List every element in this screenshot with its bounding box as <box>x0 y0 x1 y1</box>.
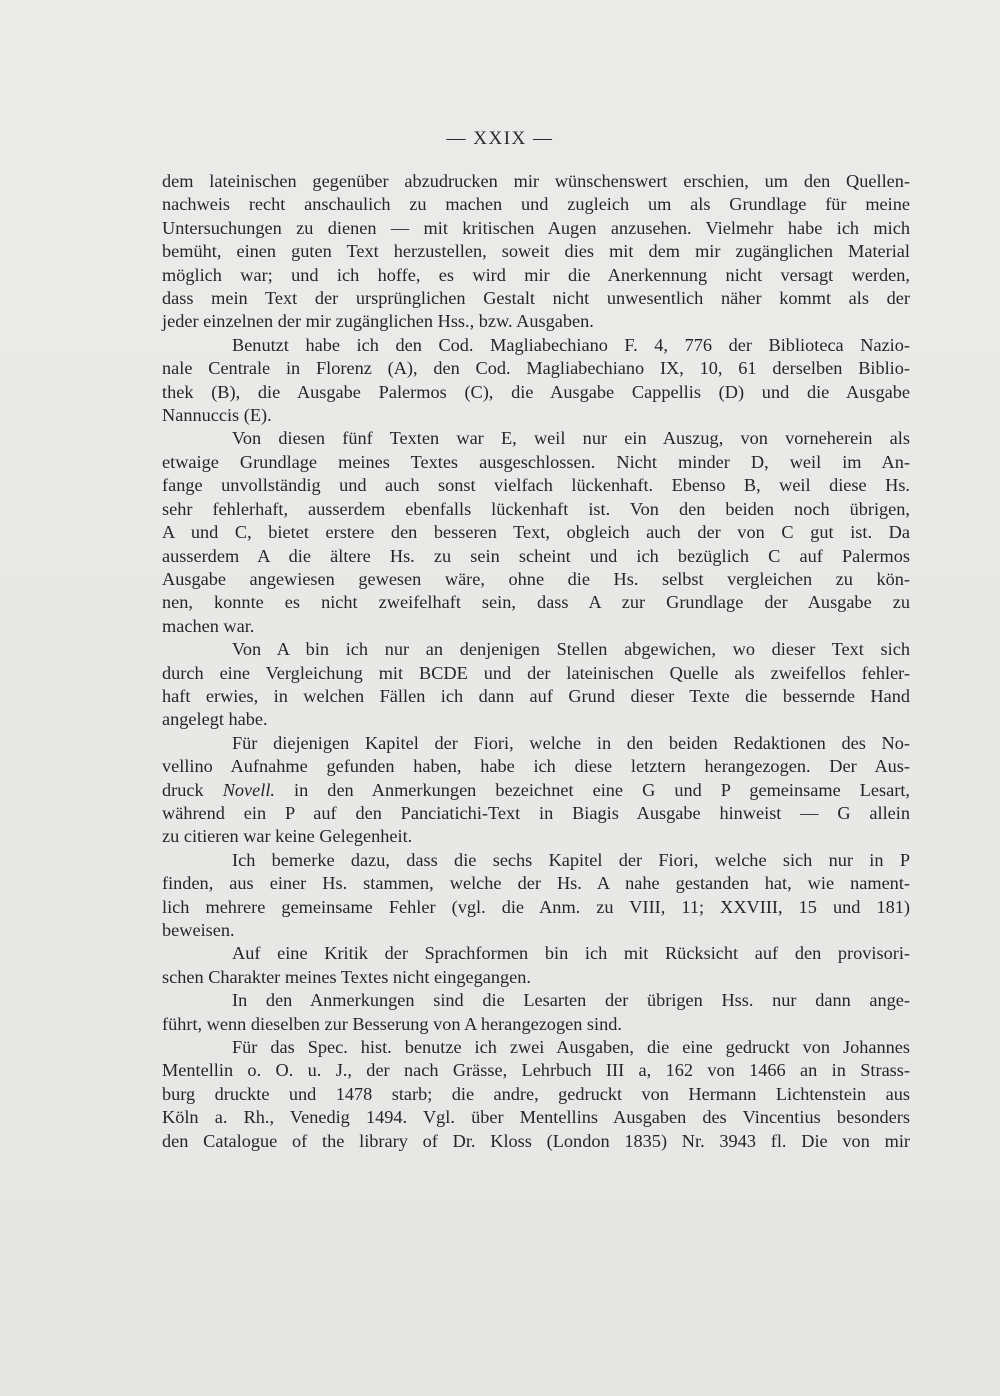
text-line: Von A bin ich nur an denjenigen Stellen abgewichen, wo dieser Text sich <box>232 639 910 660</box>
text-line: den Catalogue of the library of Dr. Kloss (London 1835) Nr. 3943 fl. Die von mir <box>162 1130 910 1151</box>
text-line: haft erwies, in welchen Fällen ich dann auf Grund dieser Texte die bessernde Hand <box>162 685 910 706</box>
text-line: Köln a. Rh., Venedig 1494. Vgl. über Mentellins Ausgaben des Vincentius besonders <box>162 1107 910 1128</box>
text-line: jeder einzelnen der mir zugänglichen Hss., bzw. Ausgaben. <box>162 311 594 332</box>
text-line: In den Anmerkungen sind die Lesarten der übrigen Hss. nur dann ange- <box>232 990 910 1011</box>
text-line: Von diesen fünf Texten war E, weil nur ein Auszug, von vorneherein als <box>232 428 910 449</box>
text-fragment: in den Anmerkungen bezeichnet eine G und P gemeinsame Lesart, <box>274 779 911 800</box>
text-line: thek (B), die Ausgabe Palermos (C), die Ausgabe Cappellis (D) und die Ausgabe <box>162 381 910 402</box>
text-line: dem lateinischen gegenüber abzudrucken mir wünschenswert erschien, um den Quellen- <box>162 171 910 191</box>
text-line: finden, aus einer Hs. stammen, welche der Hs. A nahe gestanden hat, wie nament- <box>162 873 910 894</box>
text-line: Ich bemerke dazu, dass die sechs Kapitel der Fiori, welche sich nur in P <box>232 849 910 870</box>
text-fragment: druck <box>162 779 223 800</box>
text-line: etwaige Grundlage meines Textes ausgeschlossen. Nicht minder D, weil im An- <box>162 451 910 472</box>
text-line: führt, wenn dieselben zur Besserung von A herangezogen sind. <box>162 1013 622 1034</box>
text-line: lich mehrere gemeinsame Fehler (vgl. die Anm. zu VIII, 11; XXVIII, 15 und 181) <box>162 896 910 917</box>
text-line: Mentellin o. O. u. J., der nach Grässe, Lehrbuch III a, 162 von 1466 an in Strass- <box>162 1060 910 1081</box>
body-text <box>162 170 910 1153</box>
text-line: angelegt habe. <box>162 709 268 730</box>
text-line <box>162 779 910 802</box>
text-line: während ein P auf den Panciatichi-Text in Biagis Ausgabe hinweist — G allein <box>162 802 910 823</box>
text-line: dass mein Text der ursprünglichen Gestalt nicht unwesentlich näher kommt als der <box>162 288 910 309</box>
text-line: Auf eine Kritik der Sprachformen bin ich mit Rücksicht auf den provisori- <box>232 943 910 964</box>
page-number: — XXIX — <box>446 128 554 149</box>
text-line: beweisen. <box>162 920 235 940</box>
text-line: burg druckte und 1478 starb; die andre, gedruckt von Hermann Lichtenstein aus <box>162 1083 910 1104</box>
text-line: schen Charakter meines Textes nicht eingegangen. <box>162 966 531 987</box>
text-line: zu citieren war keine Gelegenheit. <box>162 826 413 847</box>
text-line: Für das Spec. hist. benutze ich zwei Ausgaben, die eine gedruckt von Johannes <box>232 1037 910 1058</box>
text-line: nale Centrale in Florenz (A), den Cod. Magliabechiano IX, 10, 61 derselben Biblio- <box>162 358 910 379</box>
text-line: bemüht, einen guten Text herzustellen, soweit dies mit dem mir zugänglichen Material <box>162 241 910 262</box>
text-line: fange unvollständig und auch sonst vielfach lückenhaft. Ebenso B, weil diese Hs. <box>162 475 910 496</box>
text-line: Für diejenigen Kapitel der Fiori, welche in den beiden Redaktionen des No- <box>232 732 910 753</box>
text-line: möglich war; und ich hoffe, es wird mir die Anerkennung nicht versagt werden, <box>162 264 910 285</box>
text-line: durch eine Vergleichung mit BCDE und der lateinischen Quelle als zweifellos fehler- <box>162 662 910 683</box>
text-line: ausserdem A die ältere Hs. zu sein scheint und ich bezüglich C auf Palermos <box>162 545 910 566</box>
text-line: sehr fehlerhaft, ausserdem ebenfalls lückenhaft ist. Von den beiden noch übrigen, <box>162 498 910 519</box>
italic-abbreviation: Novell. <box>222 779 275 800</box>
text-line: vellino Aufnahme gefunden haben, habe ich diese letztern herangezogen. Der Aus- <box>162 756 910 777</box>
text-line: Ausgabe angewiesen gewesen wäre, ohne die Hs. selbst vergleichen zu kön- <box>162 568 910 589</box>
text-line: nachweis recht anschaulich zu machen und zugleich um als Grundlage für meine <box>162 194 910 215</box>
text-line: Untersuchungen zu dienen — mit kritischen Augen anzusehen. Vielmehr habe ich mich <box>162 217 910 238</box>
text-line: machen war. <box>162 615 255 636</box>
text-line: nen, konnte es nicht zweifelhaft sein, dass A zur Grundlage der Ausgabe zu <box>162 592 910 613</box>
text-line: A und C, bietet erstere den besseren Text, obgleich auch der von C gut ist. Da <box>162 522 910 543</box>
text-line: Benutzt habe ich den Cod. Magliabechiano F. 4, 776 der Biblioteca Nazio- <box>232 334 910 355</box>
text-line: Nannuccis (E). <box>162 405 272 426</box>
